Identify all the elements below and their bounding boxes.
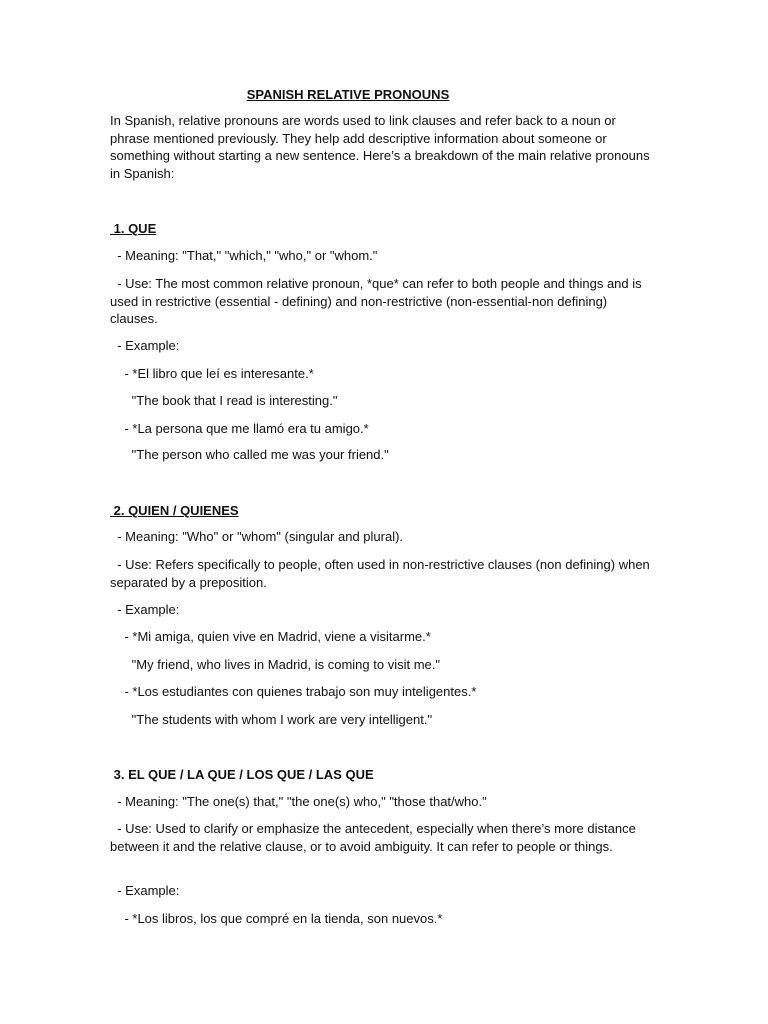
section-2-example-1-es: - *Mi amiga, quien vive en Madrid, viene a visitarme.*	[110, 629, 431, 644]
section-2-example-2-es: - *Los estudiantes con quienes trabajo son muy inteligentes.*	[110, 684, 477, 699]
section-heading-quien: 2. QUIEN / QUIENES	[110, 503, 239, 518]
section-1-example-2-es: - *La persona que me llamó era tu amigo.*	[110, 421, 369, 436]
section-1-example-label: - Example:	[110, 338, 180, 353]
section-1-example-2-en: "The person who called me was your friend."	[110, 447, 389, 462]
section-3-example-label: - Example:	[110, 883, 180, 898]
section-3-use: - Use: Used to clarify or emphasize the antecedent, especially when there’s more distance between it and the relative clause, or to avoid ambiguity. It can refer to people or things.	[110, 821, 640, 854]
section-heading-que: 1. QUE	[110, 221, 157, 236]
section-1-meaning: - Meaning: "That," "which," "who," or "whom."	[110, 248, 378, 263]
intro-paragraph: In Spanish, relative pronouns are words used to link clauses and refer back to a noun or phrase mentioned previously. They help add descriptive information about someone or something without starting a new sentence. Here’s a breakdown of the main relative pronouns in Spanish:	[110, 113, 654, 181]
section-heading-el-que: 3. EL QUE / LA QUE / LOS QUE / LAS QUE	[110, 767, 374, 782]
section-1-example-1-es: - *El libro que leí es interesante.*	[110, 366, 314, 381]
section-2-example-label: - Example:	[110, 602, 180, 617]
section-2-example-2-en: "The students with whom I work are very intelligent."	[110, 712, 433, 727]
section-3-meaning: - Meaning: "The one(s) that," "the one(s) who," "those that/who."	[110, 794, 487, 809]
document-title: SPANISH RELATIVE PRONOUNS	[246, 87, 450, 102]
section-2-use: - Use: Refers specifically to people, often used in non-restrictive clauses (non defining) when separated by a preposition.	[110, 557, 654, 590]
section-1-use: - Use: The most common relative pronoun, *que* can refer to both people and things and is used in restrictive (essential - defining) and non-restrictive (non-essential-non defining) clauses.	[110, 276, 646, 327]
section-1-example-1-en: "The book that I read is interesting."	[110, 393, 338, 408]
section-2-example-1-en: "My friend, who lives in Madrid, is coming to visit me."	[110, 657, 440, 672]
section-3-example-1-es: - *Los libros, los que compré en la tienda, son nuevos.*	[110, 911, 443, 926]
section-2-meaning: - Meaning: "Who" or "whom" (singular and plural).	[110, 529, 404, 544]
